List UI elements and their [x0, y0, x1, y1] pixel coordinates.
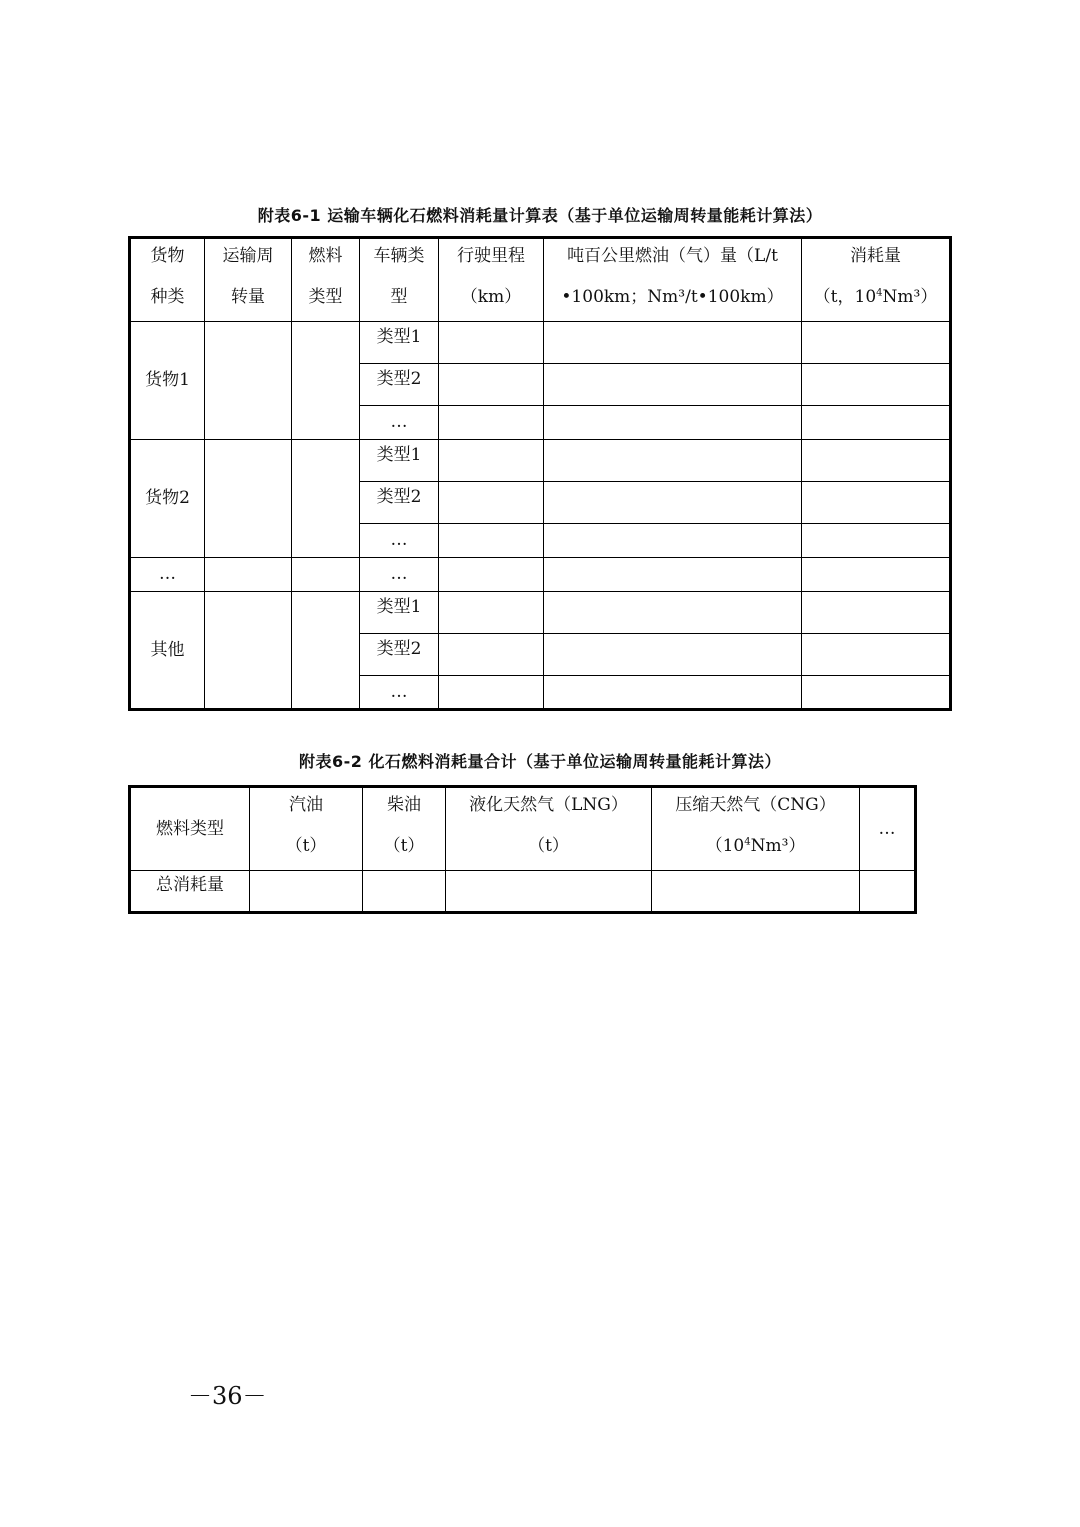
header-fuel-type: 燃料类型: [130, 787, 250, 871]
header-more: …: [860, 787, 916, 871]
empty-cell: [544, 482, 802, 524]
header-consumption: 消耗量 （t，$10^4Nm^3$）: [802, 238, 951, 322]
vehicle-type-cell: 类型1: [360, 440, 439, 482]
empty-cell: [292, 440, 360, 558]
empty-cell: [439, 634, 544, 676]
empty-cell: [446, 871, 652, 913]
empty-cell: [802, 440, 951, 482]
empty-cell: [292, 558, 360, 592]
table2-caption: 附表6-2 化石燃料消耗量合计（基于单位运输周转量能耗计算法）: [299, 752, 781, 771]
empty-cell: [802, 524, 951, 558]
empty-cell: [205, 322, 292, 440]
cargo-cell: 其他: [130, 592, 205, 710]
ellipsis-cell: …: [360, 406, 439, 440]
empty-cell: [544, 364, 802, 406]
vehicle-type-cell: 类型1: [360, 592, 439, 634]
cargo-cell: 货物1: [130, 322, 205, 440]
empty-cell: [250, 871, 363, 913]
vehicle-type-cell: 类型2: [360, 634, 439, 676]
table1-caption: 附表6-1 运输车辆化石燃料消耗量计算表（基于单位运输周转量能耗计算法）: [257, 206, 823, 225]
empty-cell: [439, 322, 544, 364]
fuel-total-table: [128, 785, 917, 914]
empty-cell: [544, 592, 802, 634]
empty-cell: [802, 482, 951, 524]
empty-cell: [802, 676, 951, 710]
header-cng: 压缩天然气（CNG） $(10^4Nm^3)$: [652, 787, 860, 871]
header-cargo-type: 货物 种类: [130, 238, 205, 322]
vehicle-type-cell: 类型2: [360, 482, 439, 524]
empty-cell: [205, 558, 292, 592]
table-row: [130, 440, 951, 482]
empty-cell: [439, 440, 544, 482]
empty-cell: [544, 558, 802, 592]
empty-cell: [652, 871, 860, 913]
vehicle-type-cell: 类型1: [360, 322, 439, 364]
header-lng: 液化天然气（LNG） （t）: [446, 787, 652, 871]
header-row: [130, 787, 916, 871]
fuel-consumption-table: [128, 236, 952, 711]
page-number: －36－: [188, 1382, 267, 1410]
empty-cell: [439, 676, 544, 710]
total-consumption-label: 总消耗量: [130, 871, 250, 913]
header-transport-turnover: 运输周 转量: [205, 238, 292, 322]
empty-cell: [439, 558, 544, 592]
empty-cell: [802, 592, 951, 634]
empty-cell: [544, 524, 802, 558]
empty-cell: [802, 634, 951, 676]
empty-cell: [544, 406, 802, 440]
empty-cell: [205, 440, 292, 558]
empty-cell: [802, 406, 951, 440]
table-row: [130, 871, 916, 913]
cargo-cell: …: [130, 558, 205, 592]
empty-cell: [802, 364, 951, 406]
ellipsis-cell: …: [360, 524, 439, 558]
empty-cell: [802, 322, 951, 364]
header-vehicle-type: 车辆类 型: [360, 238, 439, 322]
header-mileage: 行驶里程 （km）: [439, 238, 544, 322]
table-row: [130, 322, 951, 364]
header-row: [130, 238, 951, 322]
header-fuel-per-ton-100km: 吨百公里燃油（气）量（L/t •100km；Nm³/t•100km）: [544, 238, 802, 322]
empty-cell: [544, 676, 802, 710]
empty-cell: [860, 871, 916, 913]
ellipsis-cell: …: [360, 558, 439, 592]
empty-cell: [439, 406, 544, 440]
empty-cell: [544, 440, 802, 482]
empty-cell: [205, 592, 292, 710]
empty-cell: [544, 634, 802, 676]
empty-cell: [292, 592, 360, 710]
cargo-cell: 货物2: [130, 440, 205, 558]
header-diesel: 柴油 （t）: [363, 787, 446, 871]
empty-cell: [802, 558, 951, 592]
empty-cell: [439, 482, 544, 524]
table-row: [130, 592, 951, 634]
empty-cell: [544, 322, 802, 364]
header-gasoline: 汽油 （t）: [250, 787, 363, 871]
empty-cell: [439, 592, 544, 634]
empty-cell: [439, 524, 544, 558]
ellipsis-cell: …: [360, 676, 439, 710]
table-row: [130, 558, 951, 592]
header-fuel-type: 燃料 类型: [292, 238, 360, 322]
vehicle-type-cell: 类型2: [360, 364, 439, 406]
empty-cell: [439, 364, 544, 406]
empty-cell: [363, 871, 446, 913]
empty-cell: [292, 322, 360, 440]
